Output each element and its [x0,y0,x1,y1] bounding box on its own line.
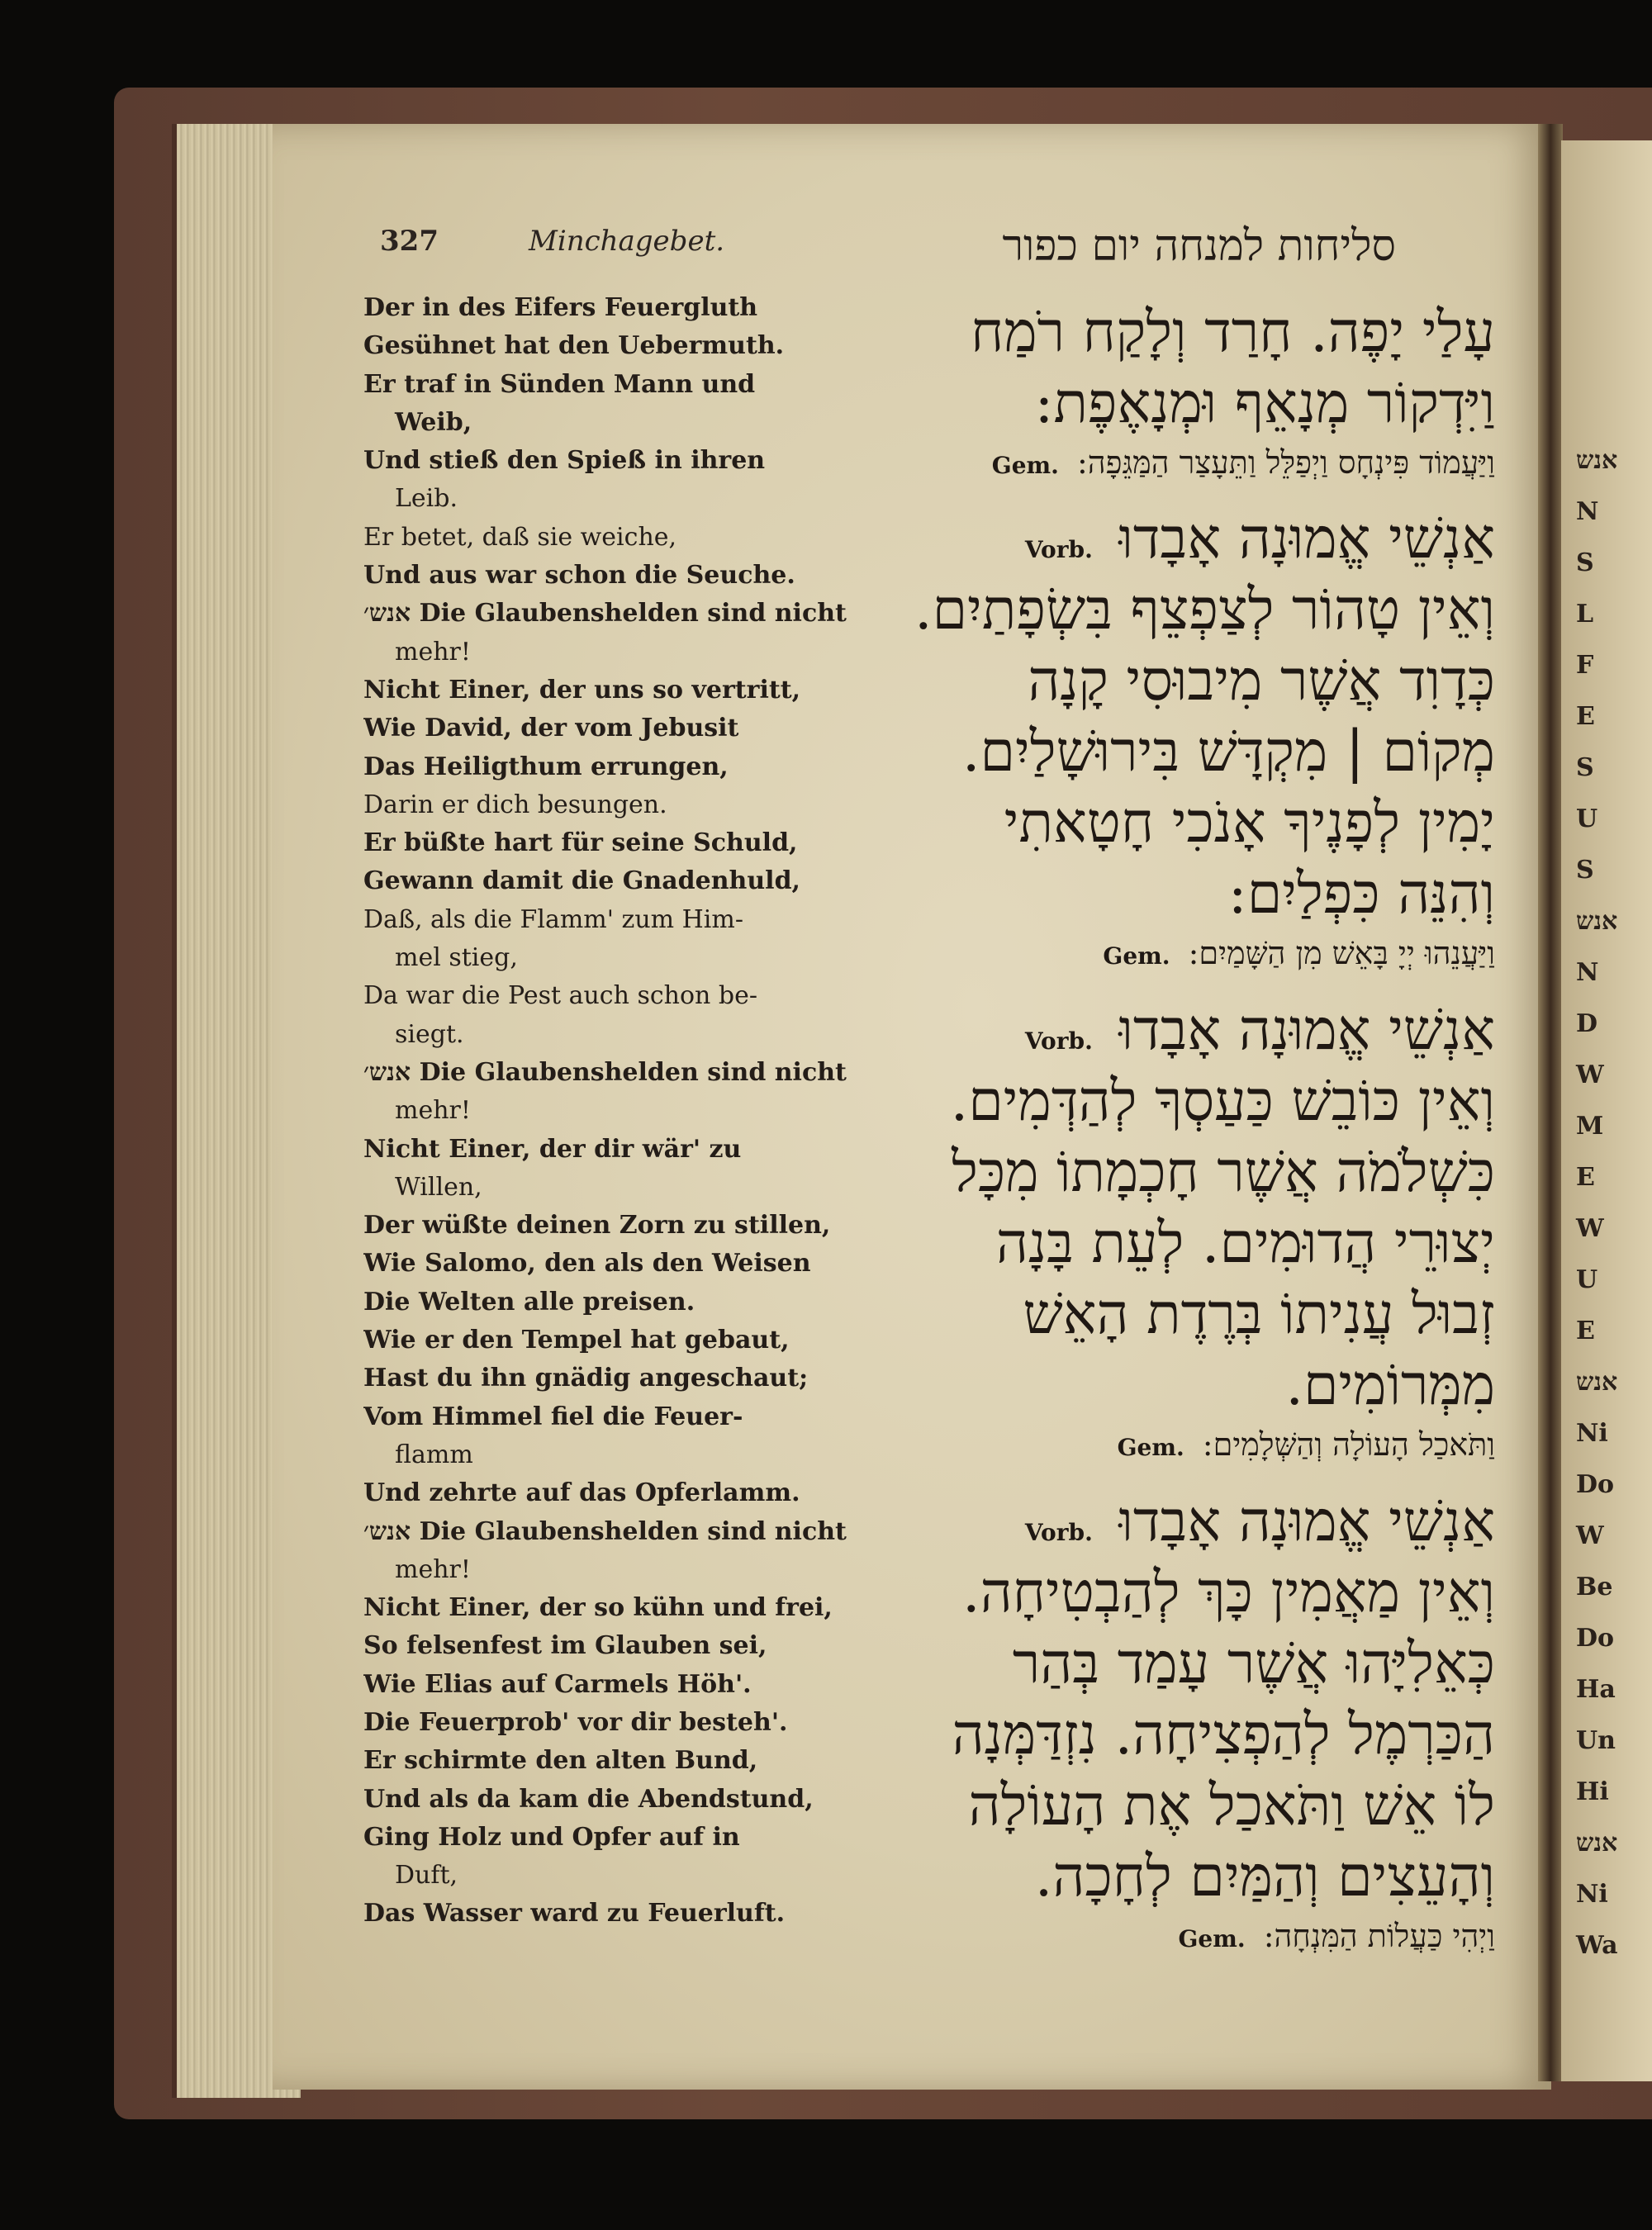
edge-fragment: N [1576,958,1599,987]
edge-fragment: W [1576,1060,1604,1089]
book-gutter [1538,124,1563,2081]
german-line: Wie Salomo, den als den Weisen [363,1249,811,1279]
hebrew-line-text: אַנְשֵׁי אֱמוּנָה אָבָדוּ [1118,998,1495,1063]
hebrew-line [867,504,1495,575]
running-title: Minchagebet. [529,225,725,258]
hebrew-line: וְאֵין מַאֲמִין כָּךְ לְהַבְטִיחָה. [961,1560,1495,1625]
hebrew-line: וְהִנֵּה כִּפְלַיִם: [1227,861,1495,927]
hebrew-stanza-2 [867,504,1495,976]
edge-fragment: E [1576,702,1595,731]
hebrew-line: יָמִין לְפָנֶיךָ אָנֹכִי חָטָאתִי [1004,790,1495,856]
hebrew-line: כְּדָוִד אֲשֶׁר מִיבוּסִי קָנָה [1028,648,1495,714]
hebrew-line: זְבוּל עֲנִיתוֹ בְּרֶדֶת הָאֵשׁ [1023,1282,1495,1347]
edge-fragment: אנש [1576,907,1618,936]
hebrew-line: וְהָעֵצִים וְהַמַּיִם לְחָכָה. [1034,1844,1495,1910]
hebrew-stanza-3 [867,995,1495,1468]
german-line: אנש׳ Die Glaubenshelden sind nicht [363,1057,847,1087]
hebrew-line: וְאֵין טָהוֹר לְצַפְצֵף בִּשְׂפָתַיִם. [914,577,1495,643]
german-line: mehr! [395,637,471,667]
german-line: Leib. [395,484,458,514]
german-line: Hast du ihn gnädig angeschaut; [363,1364,809,1393]
german-line: Willen, [395,1172,482,1202]
hebrew-line: הַכַּרְמֶל לְהַפְצִיחָה. נִזְדַּמְּנָה [952,1702,1495,1767]
edge-fragment: אנש [1576,1829,1618,1858]
hebrew-response [867,930,1495,976]
response-tag: Gem. [1117,1434,1184,1461]
german-line: Er betet, daß sie weiche, [363,522,677,552]
response-text: וַתֹּאכַל הָעוֹלָה וְהַשְּׁלָמִים: [1202,1426,1495,1463]
german-line: Vom Himmel fiel die Feuer- [363,1402,743,1431]
german-column [363,289,859,1933]
german-line: Gewann damit die Gnadenhuld, [363,866,800,896]
hebrew-response [843,1913,1495,1959]
edge-fragment: E [1576,1163,1595,1192]
edge-fragment: N [1576,497,1599,526]
hebrew-line-text: אַנְשֵׁי אֱמוּנָה אָבָדוּ [1118,506,1495,572]
edge-fragment: M [1576,1112,1604,1141]
german-line: Die Welten alle preisen. [363,1287,695,1317]
german-line: Da war die Pest auch schon be- [363,981,757,1011]
edge-fragment: אנש [1576,446,1618,475]
response-tag: Gem. [1178,1925,1246,1952]
hebrew-line [867,995,1495,1066]
hebrew-line: מְקוֹם | מִקְדָּשׁ בִּירוּשָׁלַיִם. [961,719,1495,785]
german-line: Der in des Eifers Feuergluth [363,293,758,322]
hebrew-line: לוֹ אֵשׁ וַתֹּאכַל אֶת הָעוֹלָה [968,1773,1495,1839]
edge-fragment: Do [1576,1624,1615,1653]
german-line: Wie Elias auf Carmels Höh'. [363,1669,752,1699]
hebrew-line: יְצוּרֵי הֲדוּמִים. לְעֵת בָּנָה [995,1211,1495,1276]
hebrew-line: כְּאֵלִיָּהוּ אֲשֶׁר עָמַד בְּהַר [1012,1631,1495,1696]
hebrew-line: כִּשְׁלֹמֹה אֲשֶׁר חָכְמָתוֹ מִכָּל [952,1140,1495,1205]
german-line: flamm [395,1440,473,1469]
lead-tag: Vorb. [1024,1519,1093,1546]
german-line: Das Heiligthum errungen, [363,752,729,781]
german-line: mehr! [395,1096,471,1126]
page-number: 327 [380,225,439,258]
response-text: וַיְהִי כַּעֲלוֹת הַמִּנְחָה: [1263,1918,1495,1954]
edge-fragment: Be [1576,1573,1613,1601]
edge-fragment: Wa [1576,1931,1618,1960]
german-line: siegt. [395,1019,464,1049]
german-line: Und stieß den Spieß in ihren [363,446,766,476]
response-text: וַיַּעֲמוֹד פִּינְחָס וַיְפַלֵּל וַתֵּעָצַר הַמַּגֵּפָה: [1077,444,1495,481]
german-line: Wie David, der vom Jebusit [363,714,739,743]
edge-fragment: F [1576,651,1594,680]
german-line: Gesühnet hat den Uebermuth. [363,331,785,361]
response-text: וַיַּעֲנֵהוּ יְיָ בָּאֵשׁ מִן הַשָּׁמַיִם: [1188,935,1495,971]
edge-fragment: S [1576,548,1594,577]
german-line: Der wüßte deinen Zorn zu stillen, [363,1211,831,1241]
hebrew-response [867,1421,1495,1468]
german-line: mel stieg, [395,943,518,973]
lead-tag: Vorb. [1024,536,1093,563]
hebrew-line-text: אַנְשֵׁי אֱמוּנָה אָבָדוּ [1118,1489,1495,1554]
hebrew-stanza-4 [843,1487,1495,1959]
edge-fragment: W [1576,1521,1604,1550]
german-line: Und aus war schon die Seuche. [363,561,795,591]
hebrew-line: עָלַי יָפֶה. חָרַד וְלָקַח רֹמַח [971,300,1495,365]
german-line: Er schirmte den alten Bund, [363,1746,758,1776]
edge-fragment: Un [1576,1726,1616,1755]
german-line: Er büßte hart für seine Schuld, [363,828,798,858]
german-line: mehr! [395,1554,471,1584]
hebrew-line: מִמְּרוֹמִים. [1285,1353,1495,1418]
edge-fragment: Ni [1576,1880,1608,1909]
hebrew-title: סליחות למנחה יום כפור [1002,221,1396,271]
hebrew-line: וְאֵין כּוֹבֵשׁ כַּעַסְךָ לְהַדְּמִים. [950,1069,1495,1134]
edge-fragment: Ha [1576,1675,1616,1704]
german-line: אנש׳ Die Glaubenshelden sind nicht [363,1516,847,1546]
german-line: Nicht Einer, der so kühn und frei, [363,1593,833,1623]
german-line: Ging Holz und Opfer auf in [363,1822,740,1852]
edge-fragment: L [1576,600,1594,629]
edge-fragment: U [1576,1265,1598,1294]
hebrew-stanza-1 [867,297,1495,486]
lead-tag: Vorb. [1024,1027,1093,1055]
german-line: Darin er dich besungen. [363,790,667,819]
edge-fragment: אנש [1576,1368,1618,1397]
response-tag: Gem. [1103,942,1170,970]
german-line: Und als da kam die Abendstund, [363,1784,814,1814]
response-tag: Gem. [991,452,1059,479]
edge-fragment: Hi [1576,1777,1609,1806]
hebrew-line [843,1487,1495,1558]
edge-fragment: W [1576,1214,1604,1243]
edge-fragment: U [1576,804,1598,833]
edge-fragment: E [1576,1317,1595,1345]
german-line: Weib, [395,407,472,437]
hebrew-line: וַיִּדְקוֹר מְנָאֵף וּמְנָאֶפֶת: [1034,371,1495,436]
german-line: Und zehrte auf das Opferlamm. [363,1478,800,1508]
german-line: Das Wasser ward zu Feuerluft. [363,1899,786,1929]
german-line: Die Feuerprob' vor dir besteh'. [363,1707,788,1737]
edge-fragment: S [1576,753,1594,782]
german-line: Duft, [395,1861,458,1891]
german-line: Nicht Einer, der uns so vertritt, [363,675,801,705]
hebrew-response [867,439,1495,486]
german-line: Er traf in Sünden Mann und [363,369,756,399]
edge-fragment: Ni [1576,1419,1608,1448]
edge-fragment: S [1576,856,1594,885]
german-line: Wie er den Tempel hat gebaut, [363,1326,790,1355]
edge-fragment: D [1576,1009,1598,1038]
edge-fragment: Do [1576,1470,1615,1499]
german-line: So felsenfest im Glauben sei, [363,1631,767,1661]
german-line: Nicht Einer, der dir wär' zu [363,1134,742,1164]
german-line: Daß, als die Flamm' zum Him- [363,904,743,934]
german-line: אנש׳ Die Glaubenshelden sind nicht [363,599,847,629]
